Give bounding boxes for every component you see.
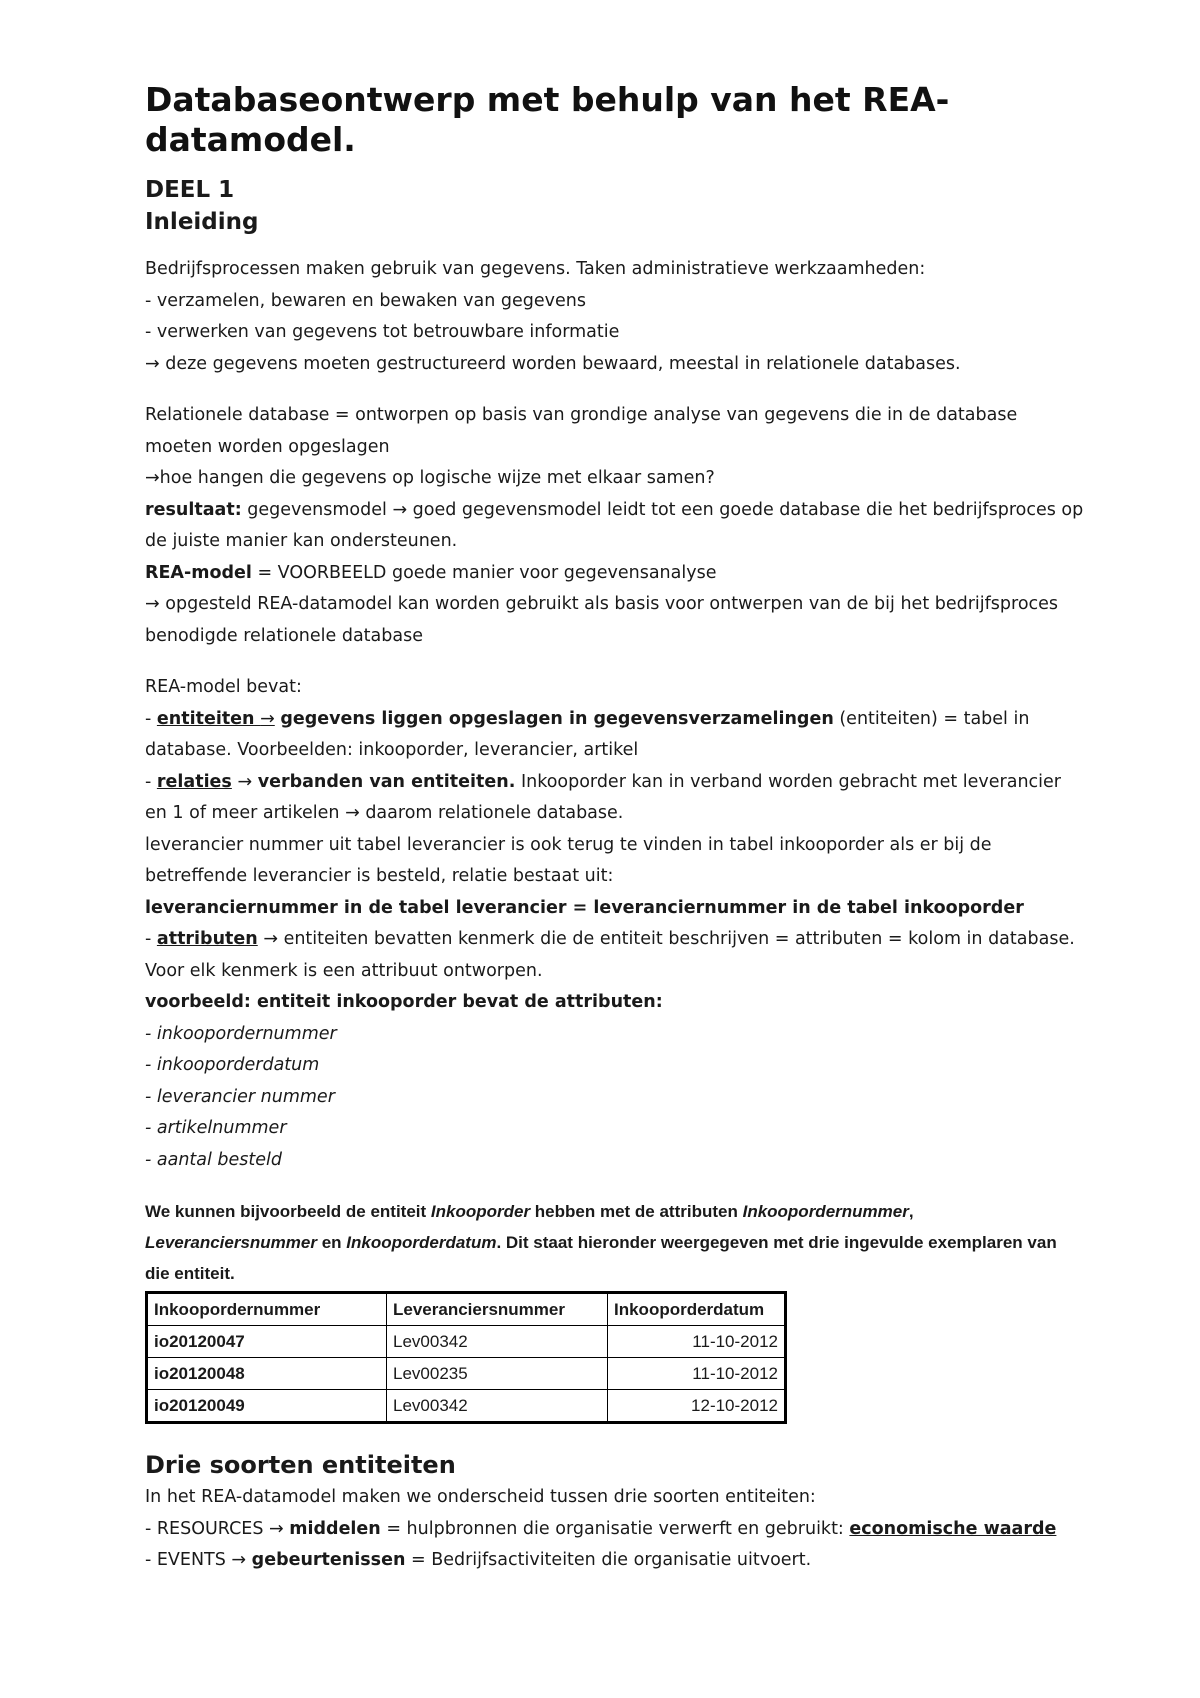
table-cell: Lev00342 <box>387 1326 608 1358</box>
part-label: DEEL 1 <box>145 177 235 203</box>
table-cell: 11-10-2012 <box>608 1326 786 1358</box>
resources-line: - RESOURCES → middelen = hulpbronnen die organisatie verwerft en gebruikt: economische waarde <box>145 1518 1057 1539</box>
arrow-icon: → <box>269 1518 284 1539</box>
arrow-icon: → <box>231 1550 247 1570</box>
relations-line-3: leveranciernummer in de tabel leverancier = leveranciernummer in de tabel inkooporder <box>145 897 1024 918</box>
table-cell: 12-10-2012 <box>608 1390 786 1423</box>
result-line: resultaat: gegevensmodel → goed gegevensmodel leidt tot een goede database die het bedrijfsproces op de juiste manier kan ondersteunen. <box>145 499 1084 551</box>
table-cell: io20120047 <box>147 1326 387 1358</box>
example-label: voorbeeld: entiteit inkooporder bevat de attributen: <box>145 992 663 1012</box>
entities-line: - entiteiten → gegevens liggen opgeslagen in gegevensverzamelingen (entiteiten) = tabel in database. Voorbeelden: inkooporder, leverancier, artikel <box>145 708 1030 760</box>
section-heading-types: Drie soorten entiteiten <box>145 1451 456 1479</box>
document-title: Databaseontwerp met behulp van het REA-datamodel. <box>145 80 950 159</box>
arrow-icon: → <box>237 771 253 792</box>
document-page <box>145 80 1085 1577</box>
relations-line: - relaties → verbanden van entiteiten. Inkooporder kan in verband worden gebracht met leverancier en 1 of meer artikelen → daarom relationele database. <box>145 771 1062 823</box>
table-header: Inkoopordernummer <box>147 1293 387 1326</box>
model-intro: REA-model bevat: <box>145 677 302 697</box>
arrow-icon: → <box>145 353 160 374</box>
table-row <box>147 1358 786 1390</box>
attr-item: - leverancier nummer <box>145 1086 335 1107</box>
intro-line-2: - verzamelen, bewaren en bewaken van gegevens <box>145 290 586 311</box>
table-header: Leveranciersnummer <box>387 1293 608 1326</box>
intro-line-1: Bedrijfsprocessen maken gebruik van gegevens. Taken administratieve werkzaamheden: <box>145 259 926 279</box>
relational-line-1: Relationele database = ontworpen op basis van grondige analyse van gegevens die in de database moeten worden opgeslagen <box>145 405 1018 457</box>
table-cell: io20120048 <box>147 1358 387 1390</box>
intro-line-3: - verwerken van gegevens tot betrouwbare informatie <box>145 322 620 342</box>
attr-item: - inkooporderdatum <box>145 1055 320 1075</box>
events-line: - EVENTS → gebeurtenissen = Bedrijfsactiviteiten die organisatie uitvoert. <box>145 1550 812 1570</box>
example-paragraph: We kunnen bijvoorbeeld de entiteit Inkooporder hebben met de attributen Inkoopordernummer, Leveranciersnummer en Inkooporderdatum. Dit staat hieronder weergegeven met drie ingevulde exemplaren van die entiteit. <box>145 1202 1057 1283</box>
table-header: Inkooporderdatum <box>608 1293 786 1326</box>
table-cell: 11-10-2012 <box>608 1358 786 1390</box>
rea-line-2: → opgesteld REA-datamodel kan worden gebruikt als basis voor ontwerpen van de bij het bedrijfsproces benodigde relationele database <box>145 594 1059 646</box>
inkooporder-table <box>145 1291 787 1424</box>
arrow-icon: → <box>145 594 160 614</box>
table-cell: Lev00235 <box>387 1358 608 1390</box>
relational-line-2: →hoe hangen die gegevens op logische wijze met elkaar samen? <box>145 468 715 488</box>
attr-item: - aantal besteld <box>145 1149 283 1170</box>
arrow-icon: → <box>392 499 408 520</box>
arrow-icon: → <box>260 708 275 729</box>
arrow-icon: → <box>345 803 360 823</box>
relations-line-2: leverancier nummer uit tabel leverancier is ook terug te vinden in tabel inkooporder als er bij de betreffende leverancier is besteld, relatie bestaat uit: <box>145 834 992 886</box>
table-cell: Lev00342 <box>387 1390 608 1423</box>
intro-line-4: → deze gegevens moeten gestructureerd worden bewaard, meestal in relationele databases. <box>145 353 961 374</box>
table-row <box>147 1326 786 1358</box>
arrow-icon: → <box>263 929 278 949</box>
attr-item: - artikelnummer <box>145 1118 287 1138</box>
section-heading-inleiding: Inleiding <box>145 209 259 235</box>
table-cell: io20120049 <box>147 1390 387 1423</box>
attr-item: - inkoopordernummer <box>145 1023 337 1044</box>
rea-line: REA-model = VOORBEELD goede manier voor gegevensanalyse <box>145 562 717 583</box>
types-intro: In het REA-datamodel maken we onderscheid tussen drie soorten entiteiten: <box>145 1487 816 1507</box>
arrow-icon: → <box>145 468 160 488</box>
table-row <box>147 1390 786 1423</box>
attributes-line: - attributen → entiteiten bevatten kenmerk die de entiteit beschrijven = attributen = kolom in database. Voor elk kenmerk is een attribuut ontworpen. <box>145 929 1075 981</box>
table-header-row <box>147 1293 786 1326</box>
